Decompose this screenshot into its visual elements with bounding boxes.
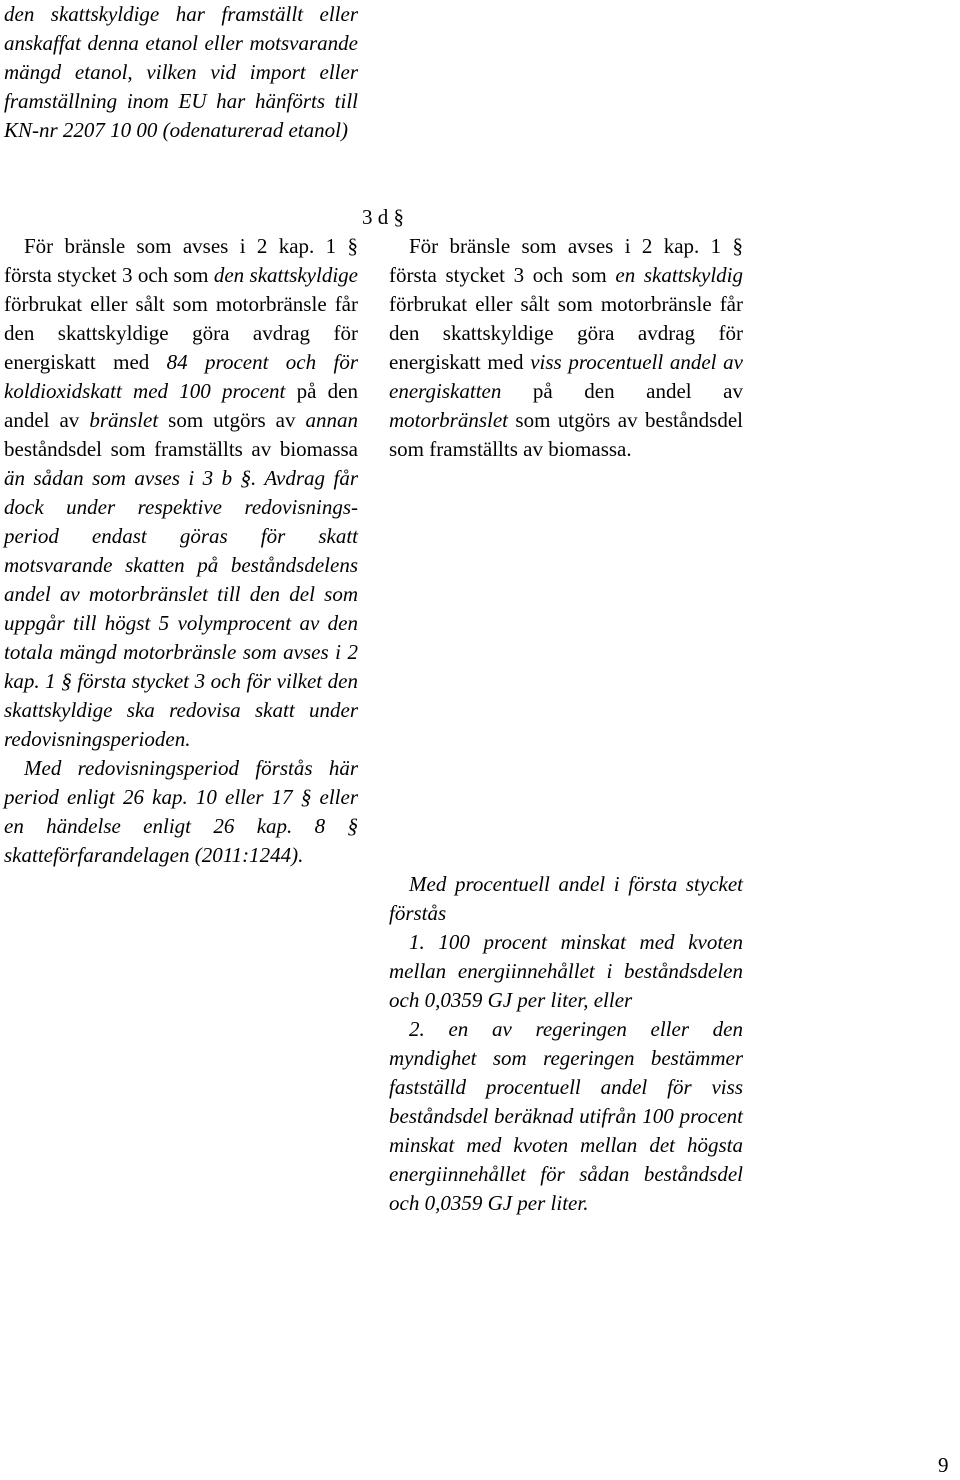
- text-run: beståndsdel som framställts av biomassa: [4, 437, 358, 461]
- definition-intro: Med procentuell andel i första stycket förstås: [389, 872, 743, 925]
- text-run: För bränsle som avses i 2 kap. 1 § första stycket 3 och som: [389, 234, 743, 287]
- previous-paragraph-text: den skattskyldige har framställt eller anskaffat denna etanol eller motsvarande mängd etanol, vilken vid import eller framställning inom EU har hänförts till KN-nr 2207 10 00 (odenaturerad etanol): [4, 2, 358, 142]
- definition-item-1: 1. 100 procent minskat med kvoten mellan energiinnehållet i beståndsdelen och 0,0359 GJ per liter, eller: [389, 930, 743, 1012]
- page-number: 9: [938, 1453, 949, 1477]
- proposed-definition-block: [389, 870, 743, 1218]
- text-run: förbrukat eller sålt som motorbränsle får den skattskyldige göra avdrag för energiskatt med: [389, 292, 743, 374]
- text-run: på den andel av: [501, 379, 743, 403]
- text-run: viss procentuell andel av energiskatten: [389, 350, 743, 403]
- proposed-paragraph-1: [389, 232, 743, 464]
- section-number: 3 d §: [362, 205, 404, 229]
- previous-paragraph-continuation: [4, 0, 358, 145]
- current-wording-column: [4, 232, 358, 870]
- text-run: en skattskyldig: [615, 263, 744, 287]
- current-paragraph-1: [4, 232, 358, 754]
- text-run: på den andel av: [4, 379, 358, 432]
- text-run: som utgörs av beståndsdel som framställts av biomassa.: [389, 408, 743, 461]
- definition-item-2: 2. en av regeringen eller den myndighet som regeringen bestämmer fastställd procentuell andel för viss beståndsdel beräknad utifrån 100 procent minskat med kvoten mellan det högsta energiinnehållet för sådan beståndsdel och 0,0359 GJ per liter.: [389, 1017, 743, 1215]
- text-run: 84 procent och för koldioxidskatt med 100 procent: [4, 350, 358, 403]
- text-run: som utgörs av: [158, 408, 306, 432]
- text-run: motorbränslet: [389, 408, 509, 432]
- text-run: den skattskyldige: [213, 263, 358, 287]
- text-run: annan: [305, 408, 359, 432]
- text-run: För bränsle som avses i 2 kap. 1 § första stycket 3 och som: [4, 234, 358, 287]
- text-run: bränslet: [89, 408, 159, 432]
- proposed-wording-column: [389, 232, 743, 464]
- current-paragraph-2: Med redovisningsperiod förstås här period enligt 26 kap. 10 eller 17 § eller en händelse enligt 26 kap. 8 § skatteförfarandelagen (2011:1244).: [4, 756, 358, 867]
- text-run: än sådan som avses i 3 b §. Avdrag får dock under respektive redovisnings-period endast göras för skatt motsvarande skatten på beståndsdelens andel av motorbränslet till den del som uppgår till högst 5 volymprocent av den totala mängd motorbränsle som avses i 2 kap. 1 § första stycket 3 och för vilket den skattskyldige ska redovisa skatt under redovisningsperioden.: [4, 466, 358, 751]
- text-run: förbrukat eller sålt som motorbränsle får den skattskyldige göra avdrag för energiskatt med: [4, 292, 358, 374]
